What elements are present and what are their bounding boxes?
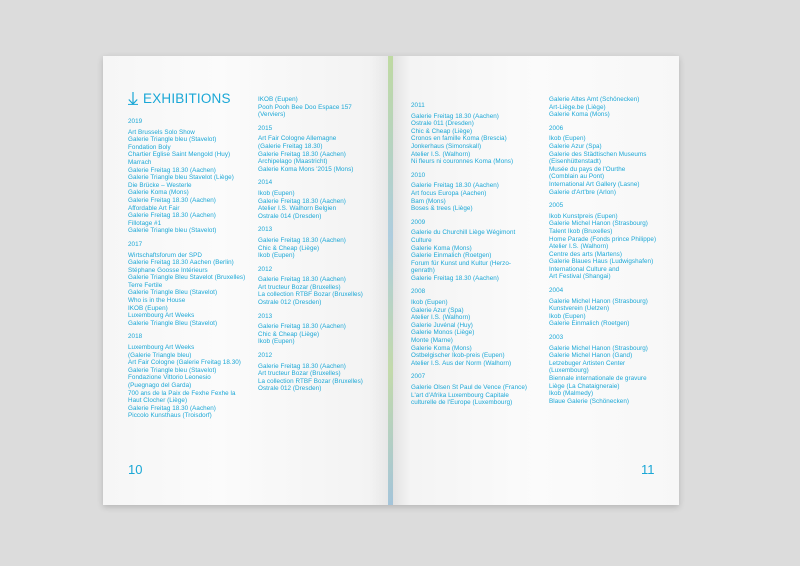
exhibition-entry: Fondazione Vittorio Leonesio: [128, 374, 211, 382]
exhibition-entry: La collection RTBF Bozar (Bruxelles): [258, 291, 363, 299]
exhibition-entry: culturelle de l'Europe (Luxembourg): [411, 399, 513, 407]
year-heading: 2012: [258, 265, 273, 273]
exhibition-entry: Galerie Monos (Liège): [411, 329, 475, 337]
year-block: [411, 102, 527, 166]
exhibition-entry: Galerie Triangle bleu (Stavelot): [128, 227, 217, 235]
year-heading: 2013: [258, 226, 273, 234]
year-heading: 2014: [258, 179, 273, 187]
year-block: [549, 96, 656, 119]
year-block: [258, 179, 363, 220]
exhibition-entry: Ikob (Eupen): [549, 312, 586, 320]
exhibition-entry: 700 ans de la Paix de Fexhe Fexhe la: [128, 389, 236, 397]
year-block: [549, 287, 656, 328]
year-block: [128, 241, 245, 328]
year-block: [128, 333, 245, 420]
exhibitions-column-4: [549, 96, 656, 405]
exhibition-entry: Galerie Freitag 18.30 (Aachen): [128, 404, 216, 412]
year-block: [258, 125, 363, 174]
exhibition-entry: International Art Gallery (Lasne): [549, 180, 640, 188]
exhibition-entry: Galerie Freitag 18.30 (Aachen): [411, 112, 499, 120]
exhibition-entry: Art tructeur Bozar (Bruxelles): [258, 370, 341, 378]
year-heading: 2018: [128, 333, 143, 341]
year-block: [411, 288, 527, 367]
exhibition-entry: Art-Liège.be (Liège): [549, 103, 606, 111]
exhibition-entry: Galerie Triangle bleu Stavelot (Liège): [128, 174, 234, 182]
exhibition-entry: Piccolo Kunsthaus (Troisdorf): [128, 412, 212, 420]
exhibition-entry: Art Fair Cologne Allemagne: [258, 135, 337, 143]
exhibition-entry: Galerie Freitag 18.30 (Aachen): [128, 166, 216, 174]
exhibition-entry: (Luxembourg): [549, 367, 589, 375]
year-block: [549, 125, 656, 196]
exhibition-entry: Galerie Michel Hanon (Strasbourg): [549, 297, 648, 305]
exhibition-entry: Galerie Freitag 18.30 (Aachen): [411, 274, 499, 282]
exhibition-entry: Galerie Michel Hanon (Gand): [549, 352, 633, 360]
exhibition-entry: (Eisenhüttenstadt): [549, 158, 602, 166]
exhibition-entry: Galerie Einmalich (Roetgen): [549, 320, 630, 328]
year-heading: 2013: [258, 312, 273, 320]
year-heading: 2004: [549, 287, 564, 295]
exhibition-entry: (Comblain au Pont): [549, 173, 605, 181]
exhibition-entry: Galerie Freitag 18.30 (Aachen): [258, 150, 346, 158]
exhibition-entry: Galerie Freitag 18.30 (Aachen): [128, 212, 216, 220]
exhibition-entry: Galerie Triangle bleu (Stavelot): [128, 366, 217, 374]
exhibitions-column-2: [258, 96, 363, 393]
exhibition-entry: Galerie Freitag 18.30 (Aachen): [258, 236, 346, 244]
exhibition-entry: Galerie Triangle Bleu (Stavelot): [128, 319, 218, 327]
exhibition-entry: IKOB (Eupen): [128, 304, 168, 312]
exhibition-entry: Ostrale 012 (Dresden): [258, 299, 322, 307]
year-heading: 2015: [258, 124, 273, 132]
exhibition-entry: Galerie Koma Mons '2015 (Mons): [258, 165, 354, 173]
exhibition-entry: Ostrale 014 (Dresden): [258, 212, 322, 220]
exhibition-entry: Galerie Triangle Bleu (Stavelot): [128, 289, 218, 297]
exhibition-entry: Galerie des Städtischen Museums: [549, 150, 647, 158]
year-block: [128, 118, 245, 235]
exhibition-entry: Art tructeur Bozar (Bruxelles): [258, 283, 341, 291]
exhibition-entry: Galerie Freitag 18.30 (Aachen): [258, 197, 346, 205]
exhibition-entry: Haut Clocher (Liège): [128, 397, 188, 405]
exhibition-entry: Ikob Kunstpreis (Eupen): [549, 212, 618, 220]
exhibition-entry: (Verviers): [258, 111, 286, 119]
exhibition-entry: (Galerie Triangle bleu): [128, 351, 192, 359]
exhibition-entry: Galerie Freitag 18.30 (Aachen): [128, 196, 216, 204]
exhibition-entry: Terre Fertile: [128, 281, 163, 289]
year-block: [258, 266, 363, 307]
exhibition-entry: Galerie Einmalich (Roetgen): [411, 252, 492, 260]
exhibition-entry: Galerie Azur (Spa): [411, 306, 464, 314]
year-block: [258, 352, 363, 393]
exhibition-entry: Letzebuger Artisten Center: [549, 359, 626, 367]
exhibition-entry: Galerie Koma (Mons): [128, 189, 189, 197]
exhibition-entry: Biennale internationale de gravure: [549, 375, 647, 382]
exhibition-entry: La collection RTBF Bozar (Bruxelles): [258, 377, 363, 385]
exhibitions-column-1: [128, 112, 245, 420]
exhibition-entry: Stéphane Goosse Intérieurs: [128, 266, 208, 274]
year-heading: 2006: [549, 124, 564, 132]
exhibition-entry: Ikob (Eupen): [549, 135, 586, 143]
exhibition-entry: International Culture and: [549, 265, 620, 273]
exhibition-entry: IKOB (Eupen): [258, 96, 298, 103]
year-heading: 2010: [411, 171, 426, 179]
exhibition-entry: Atelier I.S. Aus der Norm (Walhorn): [411, 359, 512, 367]
year-block: [258, 226, 363, 259]
exhibition-entry: Galerie Triangle Bleu Stavelot (Bruxelles): [128, 274, 246, 282]
exhibition-entry: Ostrale 012 (Dresden): [258, 385, 322, 393]
exhibition-entry: Galerie Olsen St Paul de Vence (France): [411, 384, 528, 391]
exhibition-entry: Marrach: [128, 158, 152, 166]
exhibition-entry: Ikob (Eupen): [411, 299, 448, 307]
exhibition-entry: Art Fair Cologne (Galerie Freitag 18.30): [128, 359, 241, 367]
exhibition-entry: Centre des arts (Martens): [549, 250, 622, 258]
exhibition-entry: Ikob (Eupen): [258, 252, 295, 260]
exhibition-entry: Ostbelgischer Ikob-preis (Eupen): [411, 352, 505, 360]
exhibition-entry: genrath): [411, 267, 435, 275]
exhibition-entry: Liège (La Chataigneraie): [549, 382, 620, 390]
exhibition-entry: Galerie d'Art'bre (Arlon): [549, 188, 616, 196]
exhibition-entry: Galerie Koma (Mons): [411, 244, 472, 252]
exhibition-entry: Jonkerhaus (Simonskall): [411, 142, 482, 150]
page-number-left: 10: [128, 462, 143, 477]
exhibition-entry: Wirtschaftsforum der SPD: [128, 251, 202, 259]
exhibition-entry: Galerie Altes Amt (Schönecken): [549, 96, 640, 103]
exhibition-entry: Atelier I.S. (Walhorn): [549, 243, 609, 251]
exhibition-entry: Bam (Mons): [411, 197, 446, 205]
exhibition-entry: Galerie du Churchill Liège Wégimont: [411, 229, 516, 237]
exhibition-entry: Ni fleurs ni couronnes Koma (Mons): [411, 158, 514, 166]
exhibition-entry: Blaue Galerie (Schönecken): [549, 397, 630, 405]
exhibition-entry: Galerie Michel Hanon (Strasbourg): [549, 220, 648, 228]
year-heading: 2012: [258, 352, 273, 360]
exhibition-entry: Art Brussels Solo Show: [128, 128, 195, 136]
exhibition-entry: Talent Ikob (Bruxelles): [549, 227, 613, 235]
exhibition-entry: Galerie Freitag 18.30 (Aachen): [411, 182, 499, 190]
exhibition-entry: Fondation Boly: [128, 143, 171, 151]
exhibition-entry: Die Brücke – Westerle: [128, 181, 192, 189]
exhibition-entry: L'art d'Afrika Luxembourg Capitale: [411, 391, 509, 399]
exhibition-entry: Monte (Marne): [411, 337, 453, 345]
year-heading: 2007: [411, 373, 426, 381]
exhibition-entry: Kunstverein (Uetzen): [549, 305, 610, 313]
exhibition-entry: Fillotage #1: [128, 219, 162, 227]
year-heading: 2005: [549, 202, 564, 210]
exhibition-entry: Chartier Eglise Saint Mengold (Huy): [128, 151, 231, 159]
year-heading: 2008: [411, 288, 426, 296]
year-block: [258, 313, 363, 346]
exhibition-entry: Boses & trees (Liège): [411, 205, 473, 213]
year-heading: 2011: [411, 102, 425, 109]
year-block: [549, 334, 656, 405]
year-heading: 2009: [411, 218, 426, 226]
exhibition-entry: Art focus Europa (Aachen): [411, 189, 487, 197]
exhibition-entry: Ikob (Malmedy): [549, 390, 594, 398]
year-block: [258, 96, 363, 119]
exhibition-entry: Galerie Freitag 18.30 (Aachen): [258, 276, 346, 284]
exhibition-entry: Pooh Pooh Bee Doo Espace 157: [258, 103, 352, 111]
year-block: [411, 373, 527, 406]
exhibition-entry: Galerie Koma (Mons): [549, 111, 610, 119]
exhibition-entry: Art Festival (Shangai): [549, 273, 611, 281]
exhibition-entry: Culture: [411, 236, 432, 244]
booklet-spread: [103, 56, 679, 505]
exhibition-entry: Atelier I.S. (Walhorn): [411, 150, 471, 158]
exhibition-entry: Atelier I.S. (Walhorn): [411, 314, 471, 322]
section-header: [128, 91, 231, 106]
exhibition-entry: (Puegnago del Garda): [128, 382, 192, 389]
exhibition-entry: Musée du pays de l'Ourthe: [549, 165, 626, 173]
exhibition-entry: Galerie Freitag 18.30 (Aachen): [258, 362, 346, 370]
year-block: [549, 202, 656, 281]
exhibition-entry: Galerie Triangle bleu (Stavelot): [128, 136, 217, 144]
exhibition-entry: Cronos en famille Koma (Brescia): [411, 135, 507, 143]
right-page: [393, 56, 679, 505]
year-heading: 2019: [128, 118, 143, 125]
exhibition-entry: Galerie Juvénal (Huy): [411, 321, 473, 329]
exhibition-entry: (Galerie Freitag 18.30): [258, 142, 323, 150]
exhibition-entry: Affordable Art Fair: [128, 204, 180, 212]
exhibition-entry: Galerie Freitag 18.30 Aachen (Berlin): [128, 259, 234, 267]
exhibitions-column-3: [411, 96, 527, 407]
exhibition-entry: Chic & Cheap (Liège): [411, 127, 473, 135]
exhibition-entry: Galerie Michel Hanon (Strasbourg): [549, 344, 648, 352]
left-page: [103, 56, 393, 505]
exhibition-entry: Ikob (Eupen): [258, 189, 295, 197]
exhibition-entry: Atelier I.S. Walhorn Belgien: [258, 205, 337, 213]
down-arrow-icon: [128, 92, 138, 105]
exhibition-entry: Chic & Cheap (Liège): [258, 244, 320, 252]
exhibition-entry: Luxembourg Art Weeks: [128, 344, 195, 352]
exhibition-entry: Luxembourg Art Weeks: [128, 312, 195, 320]
exhibition-entry: Galerie Koma (Mons): [411, 344, 472, 352]
year-heading: 2017: [128, 240, 143, 248]
exhibition-entry: Ostrale 011 (Dresden): [411, 120, 474, 128]
exhibition-entry: Galerie Azur (Spa): [549, 142, 602, 150]
exhibition-entry: Who is in the House: [128, 297, 186, 305]
exhibition-entry: Archipelago (Maastricht): [258, 158, 328, 166]
year-heading: 2003: [549, 334, 564, 342]
section-title: EXHIBITIONS: [143, 91, 231, 106]
exhibition-entry: Galerie Freitag 18.30 (Aachen): [258, 323, 346, 331]
year-block: [411, 219, 527, 283]
exhibition-entry: Forum für Kunst und Kultur (Herzo-: [411, 259, 512, 267]
exhibition-entry: Ikob (Eupen): [258, 338, 295, 346]
exhibition-entry: Home Parade (Fonds prince Philippe): [549, 235, 657, 243]
exhibition-entry: Galerie Blaues Haus (Ludwigshafen): [549, 258, 654, 266]
exhibition-entry: Chic & Cheap (Liège): [258, 330, 320, 338]
page-number-right: 11: [641, 462, 655, 477]
year-block: [411, 172, 527, 213]
